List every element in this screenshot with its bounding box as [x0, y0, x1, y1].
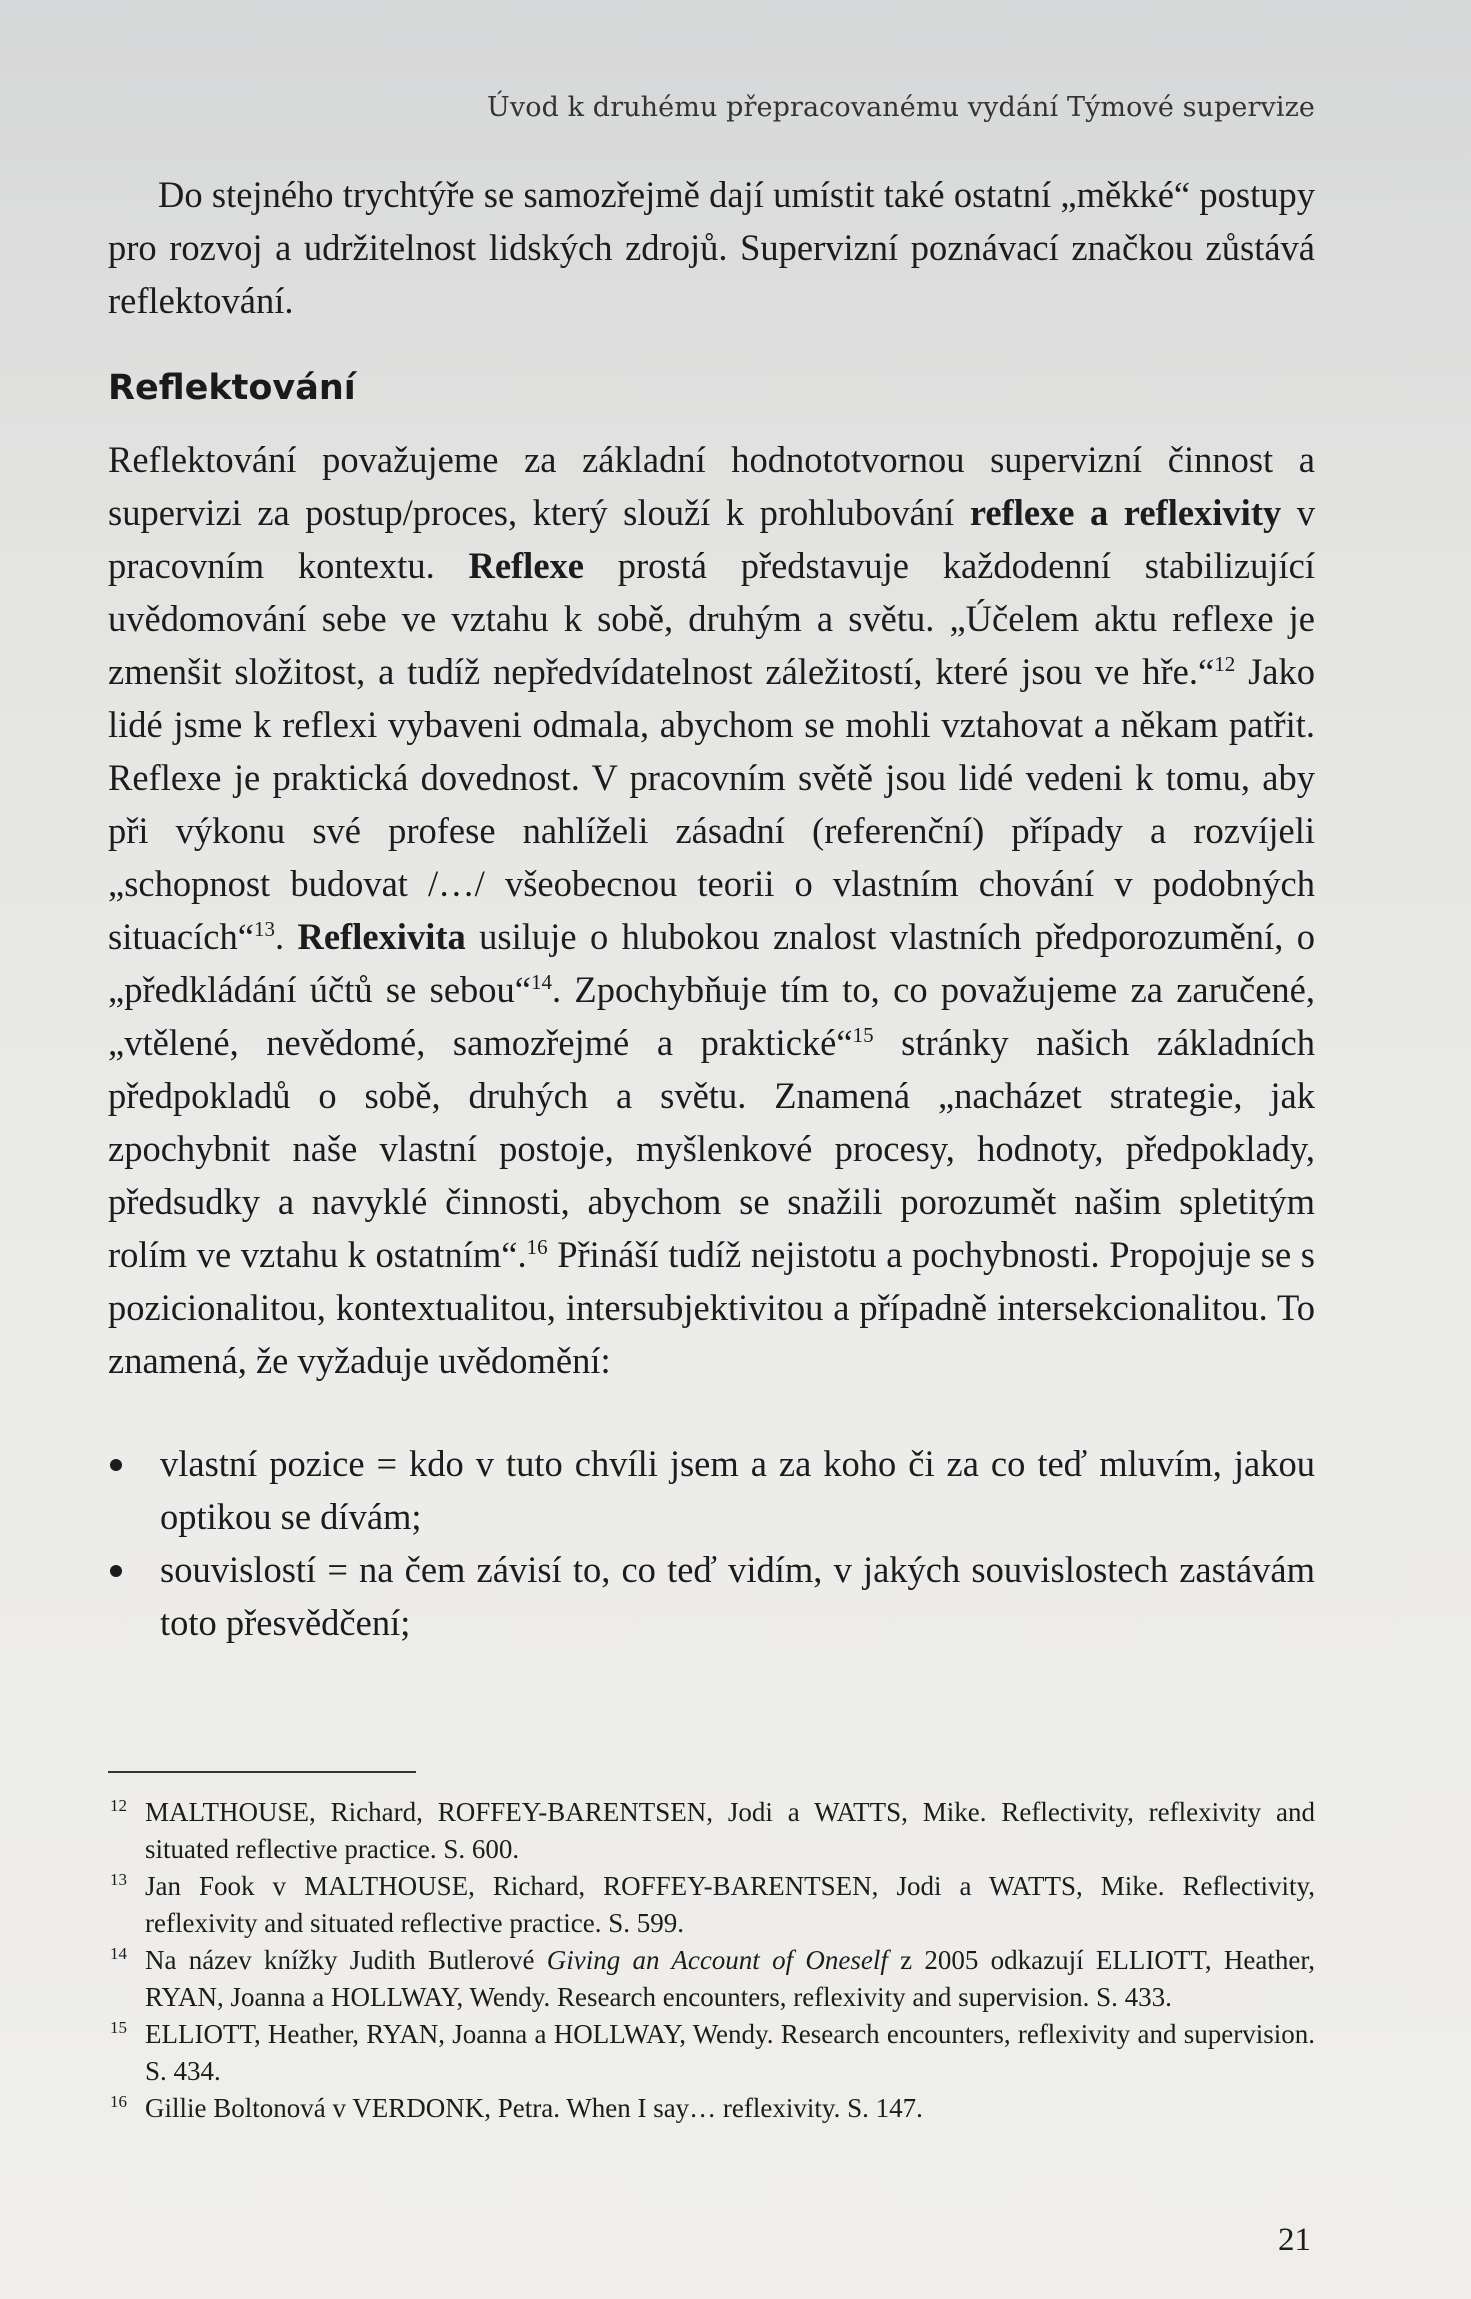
footnote-text: ELLIOTT, Heather, RYAN, Joanna a HOLLWAY, Wendy. Research encounters, reflexivity and supervision. S. 434.	[145, 2019, 1315, 2086]
footnote-ref-15: 15	[852, 1023, 874, 1047]
footnote-14	[108, 1942, 1315, 2016]
footnote-16	[108, 2090, 1315, 2127]
footnote-number: 16	[110, 2092, 127, 2111]
footnote-number: 12	[110, 1796, 127, 1815]
footnote-text-post: z 2005 odkazují ELLIOTT, Heather, RYAN, Joanna a HOLLWAY, Wendy. Research encounters, reflexivity and supervision. S. 433.	[145, 1945, 1316, 2012]
running-head: Úvod k druhému přepracovanému vydání Týmové supervize	[487, 92, 1315, 123]
footnote-12	[108, 1794, 1315, 1868]
bold-term-reflexe: Reflexe	[468, 545, 584, 586]
main-text-2: v pracovním kontextu.	[108, 492, 1316, 586]
main-paragraph	[108, 433, 1315, 1387]
bold-term-reflexivita: Reflexivita	[297, 916, 466, 957]
list-item	[108, 1543, 1315, 1649]
footnote-number: 13	[110, 1870, 127, 1889]
section-heading: Reflektování	[108, 368, 356, 408]
bullet-dot-icon	[110, 1459, 122, 1471]
bullet-list	[108, 1437, 1315, 1649]
footnote-text: Jan Fook v MALTHOUSE, Richard, ROFFEY-BARENTSEN, Jodi a WATTS, Mike. Reflectivity, reflexivity and situated reflective practice. S. 599.	[145, 1871, 1315, 1938]
main-text-4: Jako lidé jsme k reflexi vybaveni odmala, abychom se mohli vztahovat a někam patřit. Reflexe je praktická dovednost. V pracovním světě jsou lidé vedeni k tomu, aby při výkonu své profese nahlíželi zásadní (referenční) případy a rozvíjeli „schopnost budovat /…/ všeobecnou teorii o vlastním chování v podobných situacích“	[108, 651, 1315, 957]
bold-term-reflexe-reflexivity: reflexe a reflexivity	[969, 492, 1282, 533]
footnote-ref-16: 16	[526, 1235, 548, 1259]
footnote-ref-13: 13	[253, 917, 275, 941]
list-item-text: souvislostí = na čem závisí to, co teď vidím, v jakých souvislostech zastávám toto přesvědčení;	[160, 1549, 1315, 1643]
main-text-8: stránky našich základních předpokladů o sobě, druhých a světu. Znamená „nacházet strategie, jak zpochybnit naše vlastní postoje, myšlenkové procesy, hodnoty, předpoklady, předsudky a navyklé činnosti, abychom se snažili porozumět našim spletitým rolím ve vztahu k ostatním“.	[108, 1022, 1315, 1275]
list-item-text: vlastní pozice = kdo v tuto chvíli jsem a za koho či za co teď mluvím, jakou optikou se dívám;	[160, 1443, 1315, 1537]
book-title-italic: Giving an Account of Oneself	[546, 1945, 888, 1975]
footnote-ref-12: 12	[1214, 652, 1236, 676]
footnote-number: 15	[110, 2018, 127, 2037]
main-text-9: Přináší tudíž nejistotu a pochybnosti. Propojuje se s pozicionalitou, kontextualitou, intersubjektivitou a případně intersekcionalitou. To znamená, že vyžaduje uvědomění:	[108, 1234, 1315, 1381]
footnote-text: MALTHOUSE, Richard, ROFFEY-BARENTSEN, Jodi a WATTS, Mike. Reflectivity, reflexivity and situated reflective practice. S. 600.	[145, 1797, 1315, 1864]
book-page	[108, 0, 1315, 2299]
list-item	[108, 1437, 1315, 1543]
footnote-text-pre: Na název knížky Judith Butlerové	[145, 1945, 547, 1975]
main-text-7: . Zpochybňuje tím to, co považujeme za zaručené, „vtělené, nevědomé, samozřejmé a praktické“	[108, 969, 1315, 1063]
main-text-1: Reflektování považujeme za základní hodnototvornou supervizní činnost a supervizi za postup/proces, který slouží k prohlubování	[108, 439, 1315, 533]
bullet-dot-icon	[110, 1565, 122, 1577]
footnote-separator	[108, 1771, 416, 1773]
intro-paragraph: Do stejného trychtýře se samozřejmě dají umístit také ostatní „měkké“ postupy pro rozvoj a udržitelnost lidských zdrojů. Supervizní poznávací značkou zůstává reflektování.	[108, 174, 1315, 321]
footnote-number: 14	[110, 1944, 127, 1963]
page-number: 21	[1278, 2222, 1311, 2258]
footnote-ref-14: 14	[531, 970, 552, 994]
footnotes	[108, 1794, 1315, 2127]
footnote-15	[108, 2016, 1315, 2090]
main-text-5: .	[274, 916, 298, 957]
footnote-13	[108, 1868, 1315, 1942]
footnote-text: Gillie Boltonová v VERDONK, Petra. When I say… reflexivity. S. 147.	[145, 2093, 923, 2123]
main-text-3: prostá představuje každodenní stabilizující uvědomování sebe ve vztahu k sobě, druhým a světu. „Účelem aktu reflexe je zmenšit složitost, a tudíž nepředvídatelnost záležitostí, které jsou ve hře.“	[108, 545, 1315, 692]
main-text-6: usiluje o hlubokou znalost vlastních předporozumění, o „předkládání účtů se sebou“	[108, 916, 1315, 1010]
